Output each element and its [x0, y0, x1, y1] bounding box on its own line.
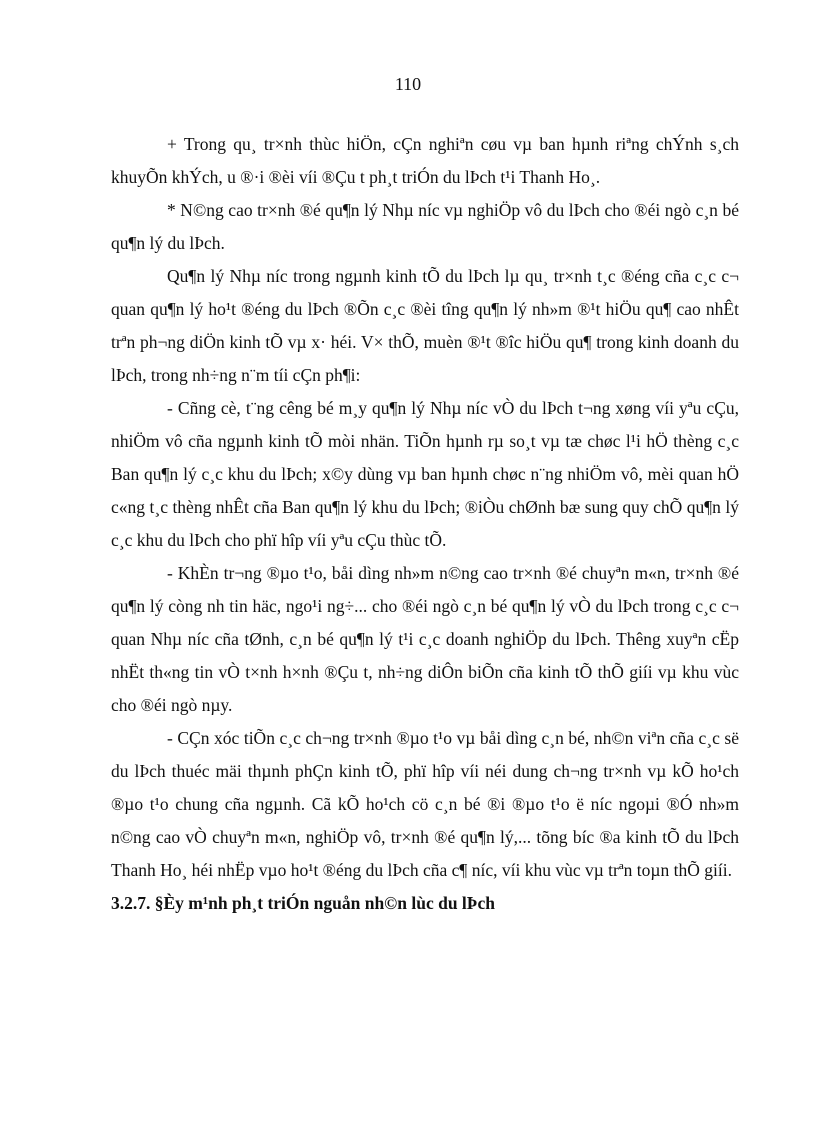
section-heading: 3.2.7. §Èy m¹nh ph¸t triÓn nguån nh©n lùc du lÞch: [111, 893, 495, 913]
paragraph-management-training-heading: * N©ng cao tr×nh ®é qu¶n lý Nhµ níc vµ nghiÖp vô du lÞch cho ®éi ngò c¸n bé qu¶n lý du lÞch.: [111, 200, 739, 253]
page-number: 110: [394, 74, 422, 94]
body-text: [111, 128, 739, 920]
paragraph-promote-programs: - CÇn xóc tiÕn c¸c ch¬ng tr×nh ®µo t¹o vµ båi dìng c¸n bé, nh©n viªn cña c¸c së du lÞch thuéc mäi thµnh phÇn kinh tÕ, phï hîp víi néi dung ch¬ng tr×nh vµ kÕ ho¹ch ®µo t¹o chung cña ngµnh. Cã kÕ ho¹ch cö c¸n bé ®i ®µo t¹o ë níc ngoµi ®Ó nh»m n©ng cao vÒ chuyªn m«n, nghiÖp vô, tr×nh ®é qu¶n lý,... tõng bíc ®a kinh tÕ du lÞch Thanh Ho¸ héi nhËp vµo ho¹t ®éng du lÞch cña c¶ níc, víi khu vùc vµ trªn toµn thÕ giíi.: [111, 728, 739, 880]
paragraph-urgent-training: - KhÈn tr¬ng ®µo t¹o, båi dìng nh»m n©ng cao tr×nh ®é chuyªn m«n, tr×nh ®é qu¶n lý còng nh tin häc, ngo¹i ng÷... cho ®éi ngò c¸n bé qu¶n lý vÒ du lÞch trong c¸c c¬ quan Nhµ níc cña tØnh, c¸n bé qu¶n lý t¹i c¸c doanh nghiÖp du lÞch. Thêng xuyªn cËp nhËt th«ng tin vÒ t×nh h×nh ®Çu t, nh÷ng diÔn biÕn cña kinh tÕ thÕ giíi vµ khu vùc cho ®éi ngò nµy.: [111, 563, 739, 715]
paragraph-state-management: Qu¶n lý Nhµ níc trong ngµnh kinh tÕ du lÞch lµ qu¸ tr×nh t¸c ®éng cña c¸c c¬ quan qu¶n lý ho¹t ®éng du lÞch ®Õn c¸c ®èi tîng qu¶n lý nh»m ®¹t hiÖu qu¶ cao nhÊt trªn ph¬ng diÖn kinh tÕ vµ x· héi. V× thÕ, muèn ®¹t ®îc hiÖu qu¶ trong kinh doanh du lÞch, trong nh÷ng n¨m tíi cÇn ph¶i:: [111, 266, 739, 385]
paragraph-strengthen-apparatus: - Cñng cè, t¨ng cêng bé m¸y qu¶n lý Nhµ níc vÒ du lÞch t¬ng xøng víi yªu cÇu, nhiÖm vô cña ngµnh kinh tÕ mòi nhän. TiÕn hµnh rµ so¸t vµ tæ chøc l¹i hÖ thèng c¸c Ban qu¶n lý c¸c khu du lÞch; x©y dùng vµ ban hµnh chøc n¨ng nhiÖm vô, mèi quan hÖ c«ng t¸c thèng nhÊt cña Ban qu¶n lý khu du lÞch; ®iÒu chØnh bæ sung quy chÕ qu¶n lý c¸c khu du lÞch cho phï hîp víi yªu cÇu thùc tÕ.: [111, 398, 739, 550]
paragraph-investment-policy: + Trong qu¸ tr×nh thùc hiÖn, cÇn nghiªn cøu vµ ban hµnh riªng chÝnh s¸ch khuyÕn khÝch, u ®·i ®èi víi ®Çu t ph¸t triÓn du lÞch t¹i Thanh Ho¸.: [111, 134, 739, 187]
